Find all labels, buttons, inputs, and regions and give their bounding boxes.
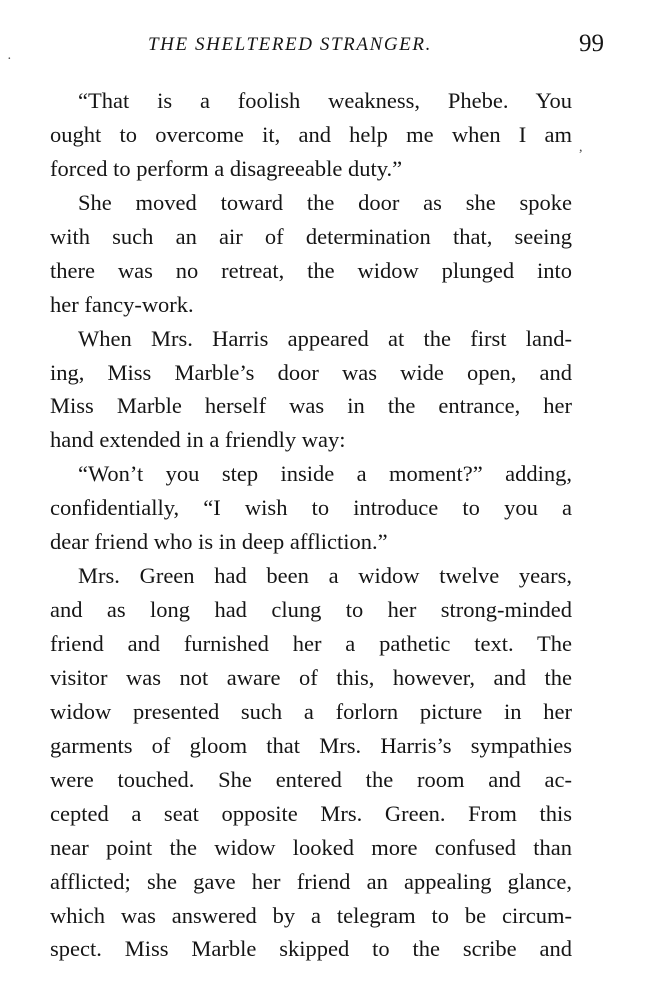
- print-speck: ,: [579, 140, 583, 155]
- text-line: cepted a seat opposite Mrs. Green. From this: [50, 800, 572, 826]
- text-line: and as long had clung to her strong-minded: [50, 597, 572, 623]
- text-line: When Mrs. Harris appeared at the first land-: [78, 325, 572, 351]
- text-line: dear friend who is in deep affliction.”: [50, 529, 388, 555]
- text-line: were touched. She entered the room and ac-: [50, 766, 572, 792]
- running-title: THE SHELTERED STRANGER.: [148, 34, 432, 55]
- text-line: Miss Marble herself was in the entrance, her: [50, 393, 572, 419]
- running-head: [50, 30, 630, 60]
- text-line: spect. Miss Marble skipped to the scribe and: [50, 936, 572, 962]
- paragraph: [50, 457, 572, 559]
- text-line: there was no retreat, the widow plunged into: [50, 257, 572, 283]
- text-line: “Won’t you step inside a moment?” adding,: [78, 461, 572, 487]
- paragraph: [50, 84, 572, 186]
- text-line: hand extended in a friendly way:: [50, 427, 346, 453]
- text-line: afflicted; she gave her friend an appealing glance,: [50, 868, 572, 894]
- text-line: confidentially, “I wish to introduce to you a: [50, 495, 572, 521]
- text-line: which was answered by a telegram to be circum-: [50, 902, 572, 928]
- text-line: friend and furnished her a pathetic text. The: [50, 631, 572, 656]
- text-line: with such an air of determination that, seeing: [50, 223, 572, 249]
- print-speck: ·: [7, 52, 12, 67]
- paragraph: [50, 322, 572, 458]
- text-line: visitor was not aware of this, however, and the: [50, 664, 572, 690]
- paragraph: [50, 186, 572, 322]
- text-line: ought to overcome it, and help me when I am: [50, 121, 572, 147]
- text-line: “That is a foolish weakness, Phebe. You: [78, 88, 572, 113]
- paragraph: [50, 559, 572, 966]
- text-line: widow presented such a forlorn picture in her: [50, 698, 572, 724]
- text-line: ing, Miss Marble’s door was wide open, and: [50, 359, 572, 385]
- text-line: garments of gloom that Mrs. Harris’s sympathies: [50, 732, 572, 758]
- text-line: Mrs. Green had been a widow twelve years,: [78, 563, 572, 589]
- text-line: her fancy-work.: [50, 291, 194, 317]
- text-line: near point the widow looked more confused than: [50, 834, 572, 860]
- text-line: forced to perform a disagreeable duty.”: [50, 155, 403, 181]
- text-line: She moved toward the door as she spoke: [78, 189, 572, 215]
- page-number: 99: [579, 30, 604, 57]
- body-text: [50, 84, 572, 966]
